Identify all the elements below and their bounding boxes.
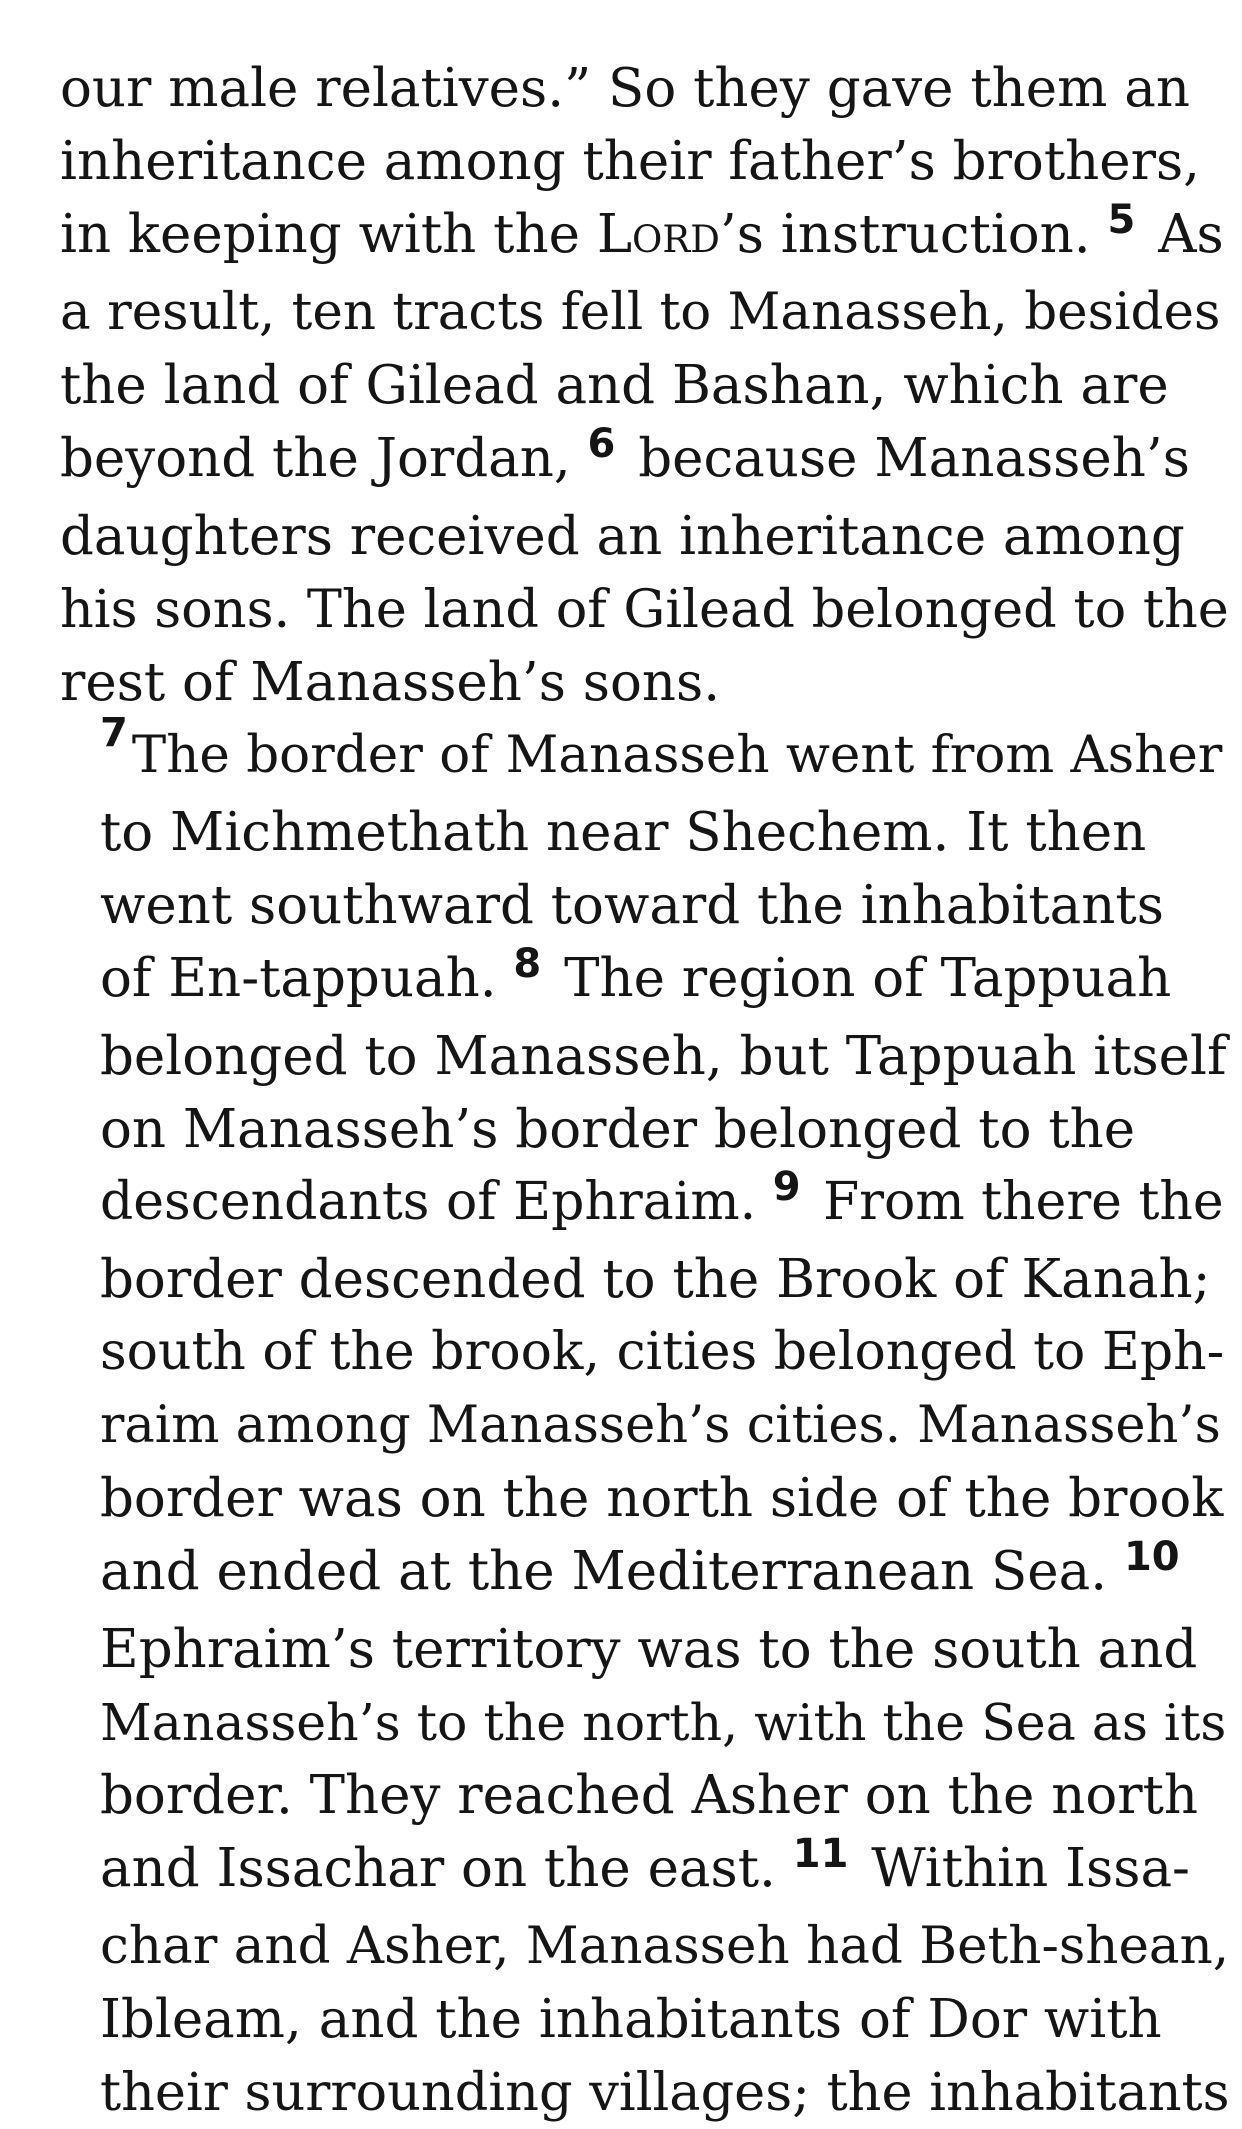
text-fragment: As bbox=[1141, 204, 1224, 265]
text-line: to Michmethath near Shechem. It then bbox=[100, 802, 1147, 863]
text-line: Manasseh’s to the north, with the Sea as its bbox=[100, 1693, 1227, 1752]
text-line: border. They reached Asher on the north bbox=[100, 1765, 1199, 1826]
text-fragment: and ended at the Mediterranean Sea. bbox=[100, 1541, 1124, 1602]
text-line: on Manasseh’s border belonged to the bbox=[100, 1099, 1136, 1160]
text-fragment: Within Issa- bbox=[854, 1838, 1190, 1899]
text-line: his sons. The land of Gilead belonged to the bbox=[60, 579, 1229, 640]
scripture-text bbox=[60, 52, 1230, 2129]
text-line: raim among Manasseh’s cities. Manasseh’s bbox=[100, 1396, 1221, 1455]
verse-number-5[interactable]: 5 bbox=[1107, 197, 1136, 243]
text-line bbox=[100, 710, 1223, 796]
text-line: Ibleam, and the inhabitants of Dor with bbox=[100, 1989, 1162, 2050]
verse-number-6[interactable]: 6 bbox=[587, 421, 616, 467]
paragraph-verses-7-11 bbox=[60, 710, 1230, 2129]
text-line: south of the brook, cities belonged to Eph- bbox=[100, 1322, 1225, 1382]
text-fragment: in keeping with the bbox=[60, 204, 597, 265]
text-line: belonged to Manasseh, but Tappuah itself bbox=[100, 1026, 1227, 1087]
text-line bbox=[60, 197, 1224, 276]
text-line: rest of Manasseh’s sons. bbox=[60, 652, 721, 713]
text-line: our male relatives.” So they gave them an bbox=[60, 58, 1191, 119]
text-fragment: descendants of Ephraim. bbox=[100, 1172, 773, 1232]
text-fragment: ’s instruction. bbox=[719, 204, 1108, 265]
text-line: border was on the north side of the brook bbox=[100, 1468, 1224, 1529]
text-line: border descended to the Brook of Kanah; bbox=[100, 1249, 1211, 1310]
text-line bbox=[100, 1535, 1220, 1613]
divine-name-lord: Lord bbox=[596, 204, 720, 265]
verse-number-11[interactable]: 11 bbox=[792, 1831, 849, 1877]
text-line: inheritance among their father’s brothers, bbox=[60, 131, 1200, 192]
text-fragment: The border of Manasseh went from Asher bbox=[131, 725, 1223, 785]
paragraph-verses-4-6 bbox=[60, 52, 1229, 719]
verse-number-8[interactable]: 8 bbox=[513, 941, 542, 987]
verse-number-7[interactable]: 7 bbox=[100, 710, 128, 756]
text-line: Ephraim’s territory was to the south and bbox=[100, 1619, 1198, 1680]
text-line bbox=[60, 422, 1220, 500]
text-line: went southward toward the inhabitants bbox=[100, 875, 1164, 936]
text-line: their surrounding villages; the inhabitants bbox=[100, 2062, 1230, 2123]
text-line: the land of Gilead and Bashan, which are bbox=[60, 355, 1169, 416]
text-line: char and Asher, Manasseh had Beth-shean, bbox=[100, 1916, 1230, 1976]
text-line: daughters received an inheritance among bbox=[60, 506, 1185, 567]
text-fragment: From there the bbox=[806, 1172, 1224, 1232]
text-fragment: of En-tappuah. bbox=[100, 948, 514, 1009]
text-line bbox=[100, 1164, 1224, 1243]
text-fragment: The region of Tappuah bbox=[547, 948, 1172, 1009]
text-line bbox=[100, 942, 1220, 1020]
text-fragment: and Issachar on the east. bbox=[100, 1838, 793, 1899]
text-line: a result, ten tracts fell to Manasseh, besides bbox=[60, 282, 1221, 342]
text-line bbox=[100, 1832, 1220, 1910]
text-fragment: beyond the Jordan, bbox=[60, 428, 588, 489]
verse-number-9[interactable]: 9 bbox=[772, 1164, 801, 1210]
text-fragment: because Manasseh’s bbox=[621, 428, 1190, 489]
verse-number-10[interactable]: 10 bbox=[1123, 1534, 1180, 1580]
